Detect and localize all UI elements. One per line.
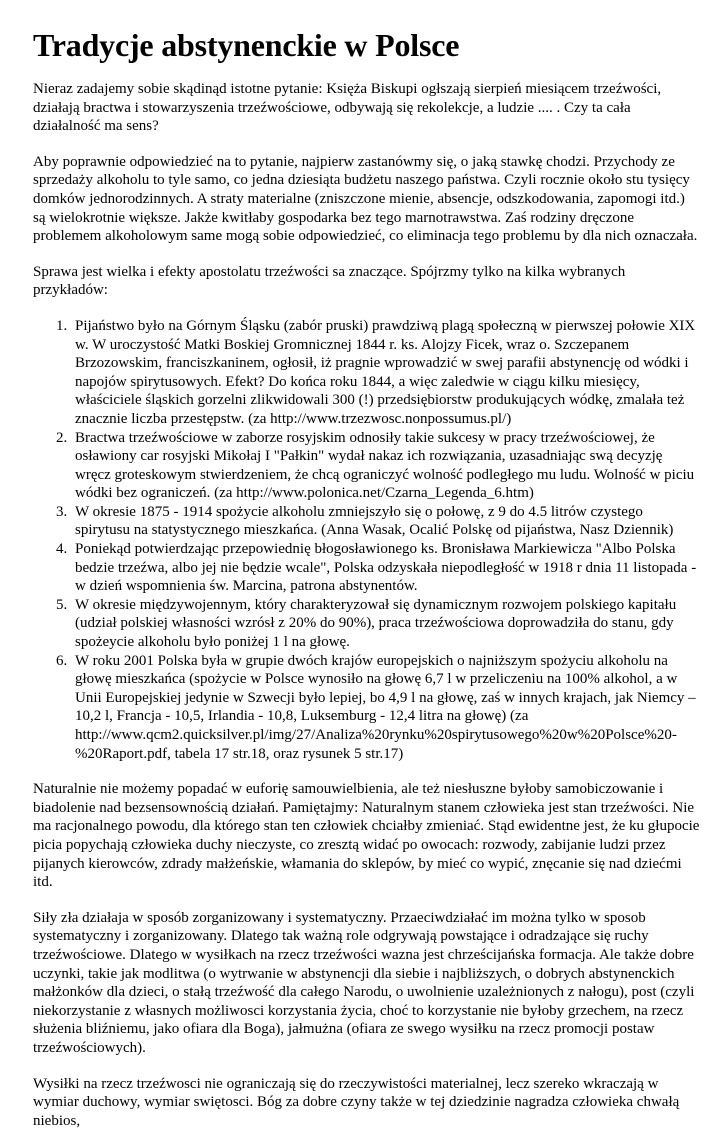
intro-paragraph-1: Nieraz zadajemy sobie skądinąd istotne pytanie: Księża Biskupi ogłszają sierpień miesiącem trzeźwości, działają bractwa i stowarzyszenia trzeźwościowe, odbywają się rekolekcje, a ludzie .... . Czy ta cała działalność ma sens? [33, 81, 662, 135]
examples-list [33, 317, 701, 763]
body-paragraph-2: Siły zła działaja w sposób zorganizowany i systematyczny. Przaeciwdziałać im można tylko w sposob systematyczny i zorganizowany. Dlatego tak ważną role odgrywają powstające i odradzające się ruchy trzeźwościowe. Dlatego w wysiłkach na rzecz trzeźwości wazna jest chrześcijańska formacja. Ale także dobre uczynki, takie jak modlitwa (o wytrwanie w abstynencji dla siebie i najbliższych, o dobrych abstynenckich małżonków dla dzieci, o stałą trzeźwość dla całego Narodu, o uwolnienie uzależnionych z nałogu), post (czyli niekorzystanie z własnych możliwosci korzystania życia, choć to korzystanie nie byłoby grzechem, na rzecz służenia bliźniemu, jako ofiara dla Boga), jałmużna (ofiara ze swego wysiłku na rzecz promocji postaw trzeźwościowych). [33, 909, 695, 1056]
intro-paragraph-3: Sprawa jest wielka i efekty apostolatu trzeźwości sa znaczące. Spójrzmy tylko na kilka wybranych przykładów: [33, 263, 626, 299]
document-page [33, 26, 701, 1147]
list-item: 5. W okresie międzywojennym, który charakteryzował się dynamicznym rozwojem polskiego kapitału (udział polskiej własności wzrósł z 20% do 90%), praca trzeźwościowa doprowadziła do stanu, gdy spożeycie alkoholu było poniżej 1 l na głowę. [71, 596, 701, 652]
list-item: 6. W roku 2001 Polska była w grupie dwóch krajów europejskich o najniższym spożyciu alkoholu na głowę mieszkańca (spożycie w Polsce wynosiło na głowę 6,7 l w przeliczeniu na 100% alkohol, a w Unii Europejskiej jedynie w Szwecji było lepiej, bo 4,9 l na głowę, zaś w innych krajach, jak Niemcy – 10,2 l, Francja - 10,5, Irlandia - 10,8, Luksemburg - 12,4 litra na głowę) (za http://www.qcm2.quicksilver.pl/img/27/Analiza%20rynku%20spirytusowego%20w%20Polsce%20-%20Raport.pdf, tabela 17 str.18, oraz rysunek 5 str.17) [71, 652, 701, 764]
body-paragraph-1: Naturalnie nie możemy popadać w euforię samouwielbienia, ale też niesłuszne byłoby samobiczowanie i biadolenie nad bezsensownością działań. Pamiętajmy: Naturalnym stanem człowieka jest stan trzeźwości. Nie ma racjonalnego powodu, dla którego stan ten człowiek chciałby zmieniać. Stąd ewidentne jest, że ku głupocie picia popychają człowieka duchy nieczyste, co zresztą widać po owocach: rozwody, zabijanie ludzi przez pijanych kierowców, zdrady małżeńskie, włamania do sklepów, by mieć co wypić, znęcanie się nad dziećmi itd. [33, 781, 700, 891]
list-item: 1. Pijaństwo było na Górnym Śląsku (zabór pruski) prawdziwą plagą społeczną w pierwszej połowie XIX w. W uroczystość Matki Boskiej Gromnicznej 1844 r. ks. Alojzy Ficek, wraz o. Szczepanem Brzozowskim, franciszkaninem, ogłosił, iż pragnie wprowadzić w swej parafii abstynencję od wódki i napojów spirytusowych. Efekt? Do końca roku 1844, a więc zaledwie w ciągu kilku miesięcy, właściciele śląskich gorzelni zlikwidowali 300 (!) przedsiębiorstw produkujących wódkę, zmalała też znacznie liczba przestępstw. (za http://www.trzezwosc.nonpossumus.pl/) [71, 317, 701, 429]
body-paragraph-3: Wysiłki na rzecz trzeźwosci nie ograniczają się do rzeczywistości materialnej, lecz szereko wkraczają w wymiar duchowy, wymiar swiętosci. Bóg za dobre czyny także w tej dziedzinie nagradza człowieka chwałą niebios, [33, 1075, 680, 1129]
list-item: 4. Poniekąd potwierdzając przepowiednię błogosławionego ks. Bronisława Markiewicza "Albo Polska bedzie trzeźwa, albo jej nie będzie wcale", Polska odzyskała niepodległość w 1918 r dnia 11 listopada - w dzień wspomnienia św. Marcina, patrona abstynentów. [71, 540, 701, 596]
document-title: Tradycje abstynenckie w Polsce [33, 27, 460, 63]
intro-paragraph-2: Aby poprawnie odpowiedzieć na to pytanie, najpierw zastanówmy się, o jaką stawkę chodzi. Przychody ze sprzedaży alkoholu to tyle samo, co jedna dziesiąta budżetu naszego państwa. Czyli rocznie około stu tysięcy domków jednorodzinnych. A straty materialne (zniszczone mienie, absencje, odszkodowania, zapomogi itd.) są wielokrotnie większe. Jakże kwitłaby gospodarka bez tego marnotrawstwa. Zaś rodziny dręczone problemem alkoholowym same mogą sobie odpowiedzieć, co eliminacja tego problemu by dla nich oznaczała. [33, 153, 698, 245]
list-item: 3. W okresie 1875 - 1914 spożycie alkoholu zmniejszyło się o połowę, z 9 do 4.5 litrów czystego spirytusu na statystycznego mieszkańca. (Anna Wasak, Ocalić Polskę od pijaństwa, Nasz Dziennik) [71, 503, 701, 540]
list-item: 2. Bractwa trzeźwościowe w zaborze rosyjskim odnosiły takie sukcesy w pracy trzeźwościowej, że osławiony car rosyjski Mikołaj I "Pałkin" wydał nakaz ich rozwiązania, uzasadniając swą decyzję wręcz groteskowym stwierdzeniem, że chcą ograniczyć wolność podległego mu ludu. Wolność w piciu wódki bez ograniczeń. (za http://www.polonica.net/Czarna_Legenda_6.htm) [71, 429, 701, 503]
